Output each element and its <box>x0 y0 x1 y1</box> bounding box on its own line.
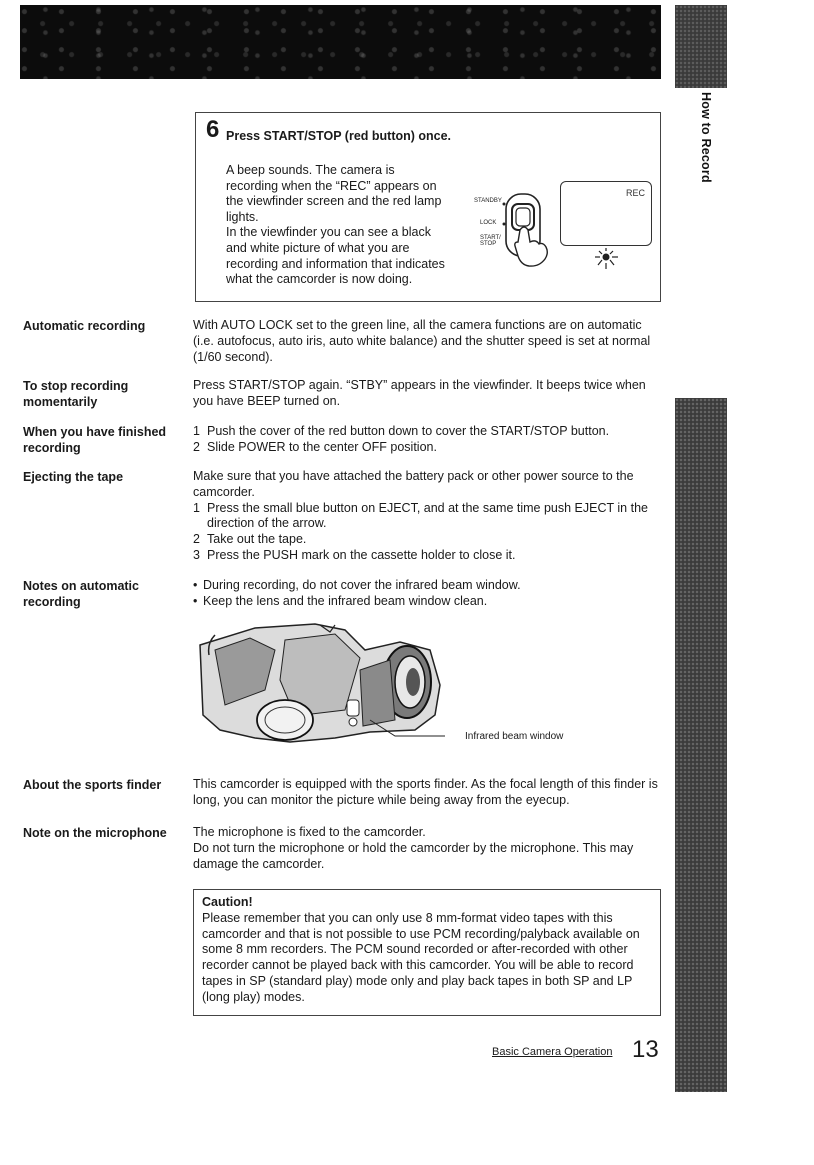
microphone-line: Do not turn the microphone or hold the camcorder by the microphone. This may damage the camcorder. <box>193 840 634 871</box>
step-body-line: and white picture of what you are <box>226 240 410 255</box>
red-lamp-icon <box>591 248 621 270</box>
step-body <box>226 163 471 288</box>
caution-title: Caution! <box>202 895 253 909</box>
page-number: 13 <box>632 1036 659 1063</box>
finished-recording-label: When you have finished recording <box>23 425 167 455</box>
stop-recording-text: Press START/STOP again. “STBY” appears in the viewfinder. It beeps twice when you have BEEP turned on. <box>193 378 646 408</box>
list-item: 1 Press the small blue button on EJECT, and at the same time push EJECT in the direction of the arrow. <box>193 500 648 531</box>
step-body-line: recording and information that indicates <box>226 256 445 271</box>
list-item: 2 Slide POWER to the center OFF position. <box>193 439 437 454</box>
section-tab-bottom <box>675 398 727 1092</box>
start-stop-switch-diagram <box>470 190 560 270</box>
list-item: 1 Push the cover of the red button down to cover the START/STOP button. <box>193 424 610 438</box>
start-stop-label: START/ STOP <box>480 235 501 247</box>
microphone-label: Note on the microphone <box>23 826 167 840</box>
step-body-line: recording when the “REC” appears on <box>226 178 437 193</box>
automatic-recording-text: With AUTO LOCK set to the green line, all the camera functions are on automatic (i.e. autofocus, auto iris, auto white balance) and the shutter speed is set at normal (1/60 second). <box>193 318 651 364</box>
ejecting-intro: Make sure that you have attached the battery pack or other power source to the camcorder. <box>193 469 634 499</box>
standby-label: STANDBY <box>474 198 502 204</box>
list-item: • Keep the lens and the infrared beam window clean. <box>193 594 655 610</box>
finished-recording-steps <box>193 424 655 456</box>
rec-indicator: REC <box>625 188 645 198</box>
list-item: 3 Press the PUSH mark on the cassette holder to close it. <box>193 547 516 562</box>
microphone-text <box>193 825 655 872</box>
ejecting-tape-label: Ejecting the tape <box>23 470 124 484</box>
step-number: 6 <box>206 116 220 143</box>
step-body-line: what the camcorder is now doing. <box>226 272 413 287</box>
section-tab-label: How to Record <box>699 92 713 183</box>
header-banner <box>20 5 661 79</box>
camcorder-illustration <box>195 620 445 750</box>
notes-auto-bullets <box>193 578 655 610</box>
list-item: • During recording, do not cover the infrared beam window. <box>193 578 655 594</box>
viewfinder-screen <box>560 181 652 246</box>
section-tab-top <box>675 5 727 88</box>
footer-section-name: Basic Camera Operation <box>492 1046 613 1058</box>
automatic-recording-label: Automatic recording <box>23 319 146 333</box>
step-body-line: A beep sounds. The camera is <box>226 163 395 177</box>
lock-label: LOCK <box>480 220 497 226</box>
finger-press-icon <box>470 190 560 270</box>
caution-text: Please remember that you can only use 8 mm-format video tapes with this camcorder and that is not possible to use PCM recording/palyback available on some 8 mm recorders. The PCM sound recorded or after-recorded with other recorder cannot be played back with this camcorder. You will be able to record tapes in SP (standard play) mode only and play back tapes in both SP and LP (long play) modes. <box>202 911 640 1004</box>
step-body-line: the viewfinder screen and the red lamp <box>226 194 442 209</box>
list-item: 2 Take out the tape. <box>193 532 307 547</box>
infrared-window-callout: Infrared beam window <box>465 731 564 742</box>
sports-finder-label: About the sports finder <box>23 778 162 792</box>
ejecting-tape-text <box>193 469 655 564</box>
microphone-line: The microphone is fixed to the camcorder. <box>193 825 426 839</box>
stop-recording-label: To stop recording momentarily <box>23 379 129 409</box>
sports-finder-text: This camcorder is equipped with the sports finder. As the focal length of this finder is long, you can monitor the picture while being away from the eyecup. <box>193 777 658 807</box>
section-tab <box>675 88 727 398</box>
step-body-line: In the viewfinder you can see a black <box>226 225 431 240</box>
notes-auto-label: Notes on automatic recording <box>23 579 139 609</box>
step-title: Press START/STOP (red button) once. <box>226 129 452 143</box>
step-body-line: lights. <box>226 209 259 224</box>
